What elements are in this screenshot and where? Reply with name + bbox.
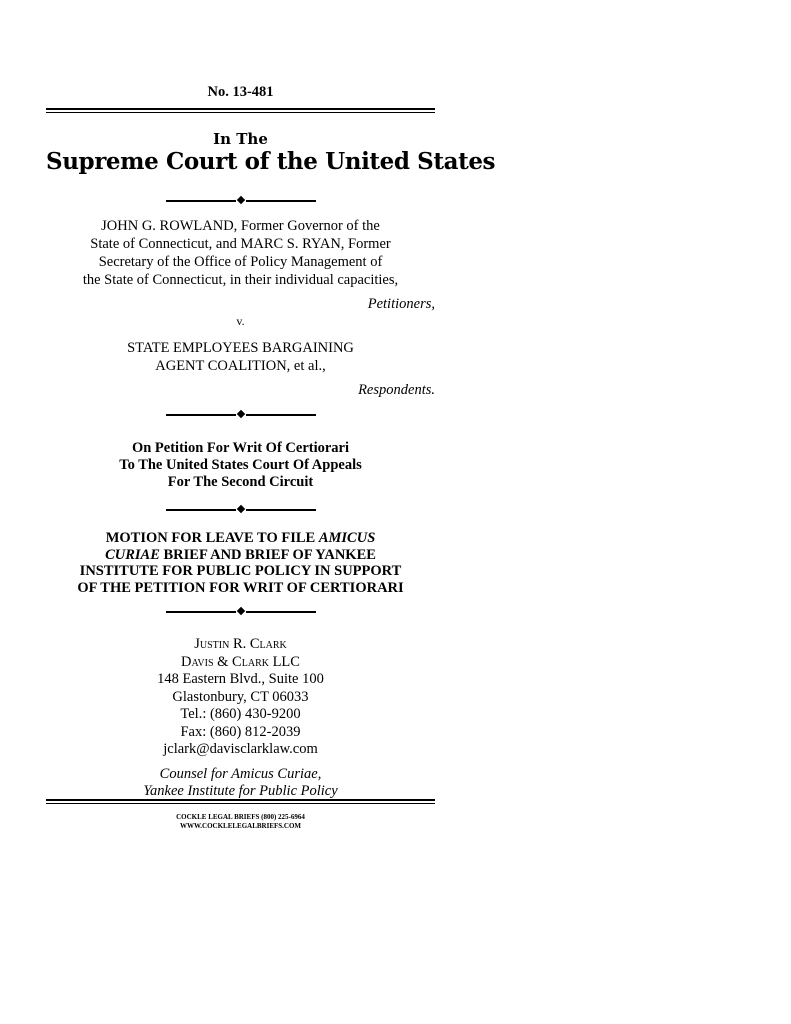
bottom-double-rule: [46, 799, 435, 804]
section-separator: [166, 608, 316, 616]
counsel-block: [46, 636, 435, 801]
petition-caption-line: For The Second Circuit: [167, 474, 314, 490]
court-prefix: In The: [213, 130, 268, 148]
petitioners-line: JOHN G. ROWLAND, Former Governor of the: [101, 218, 380, 234]
respondents-role: Respondents.: [358, 382, 435, 398]
court-name: Supreme Court of the United States: [46, 148, 496, 175]
versus: v.: [236, 314, 245, 328]
section-separator: [166, 411, 316, 419]
petition-caption-line: To The United States Court Of Appeals: [119, 457, 362, 473]
respondents-line: STATE EMPLOYEES BARGAINING: [127, 340, 354, 356]
counsel-address: 148 Eastern Blvd., Suite 100: [157, 671, 324, 687]
petitioners-line: the State of Connecticut, in their individual capacities,: [82, 272, 399, 288]
counsel-telephone: Tel.: (860) 430-9200: [180, 706, 301, 722]
motion-title-line: CURIAE BRIEF AND BRIEF OF YANKEE: [105, 546, 376, 563]
counsel-address: Glastonbury, CT 06033: [172, 688, 309, 705]
petitioners-line: Secretary of the Office of Policy Management of: [98, 254, 383, 270]
motion-title-line: OF THE PETITION FOR WRIT OF CERTIORARI: [77, 579, 404, 596]
printer-footer: [46, 813, 435, 831]
counsel-email: jclark@davisclarklaw.com: [163, 741, 318, 757]
section-separator: [166, 197, 316, 205]
docket-number: No. 13-481: [207, 84, 274, 100]
printer-website: WWW.COCKLELEGALBRIEFS.COM: [179, 822, 302, 830]
counsel-fax: Fax: (860) 812-2039: [180, 723, 301, 740]
petition-caption: [46, 440, 435, 491]
counsel-role: Yankee Institute for Public Policy: [143, 783, 338, 799]
section-separator: [166, 506, 316, 514]
motion-title-line: INSTITUTE FOR PUBLIC POLICY IN SUPPORT: [79, 563, 402, 579]
petitioners-line: State of Connecticut, and MARC S. RYAN, Former: [90, 236, 391, 252]
petitioners-block: [46, 217, 435, 289]
motion-title-line: MOTION FOR LEAVE TO FILE AMICUS: [105, 530, 376, 546]
counsel-role: Counsel for Amicus Curiae,: [159, 765, 322, 782]
printer-phone: COCKLE LEGAL BRIEFS (800) 225-6964: [176, 813, 305, 821]
respondents-line: AGENT COALITION, et al.,: [155, 358, 326, 374]
petition-caption-line: On Petition For Writ Of Certiorari: [131, 440, 350, 456]
motion-title: [46, 530, 435, 596]
respondents-block: [46, 339, 435, 375]
top-double-rule: [46, 108, 435, 113]
petitioners-role: Petitioners,: [367, 296, 435, 312]
counsel-firm: Davis & Clark LLC: [181, 653, 300, 670]
counsel-name: Justin R. Clark: [194, 636, 287, 652]
